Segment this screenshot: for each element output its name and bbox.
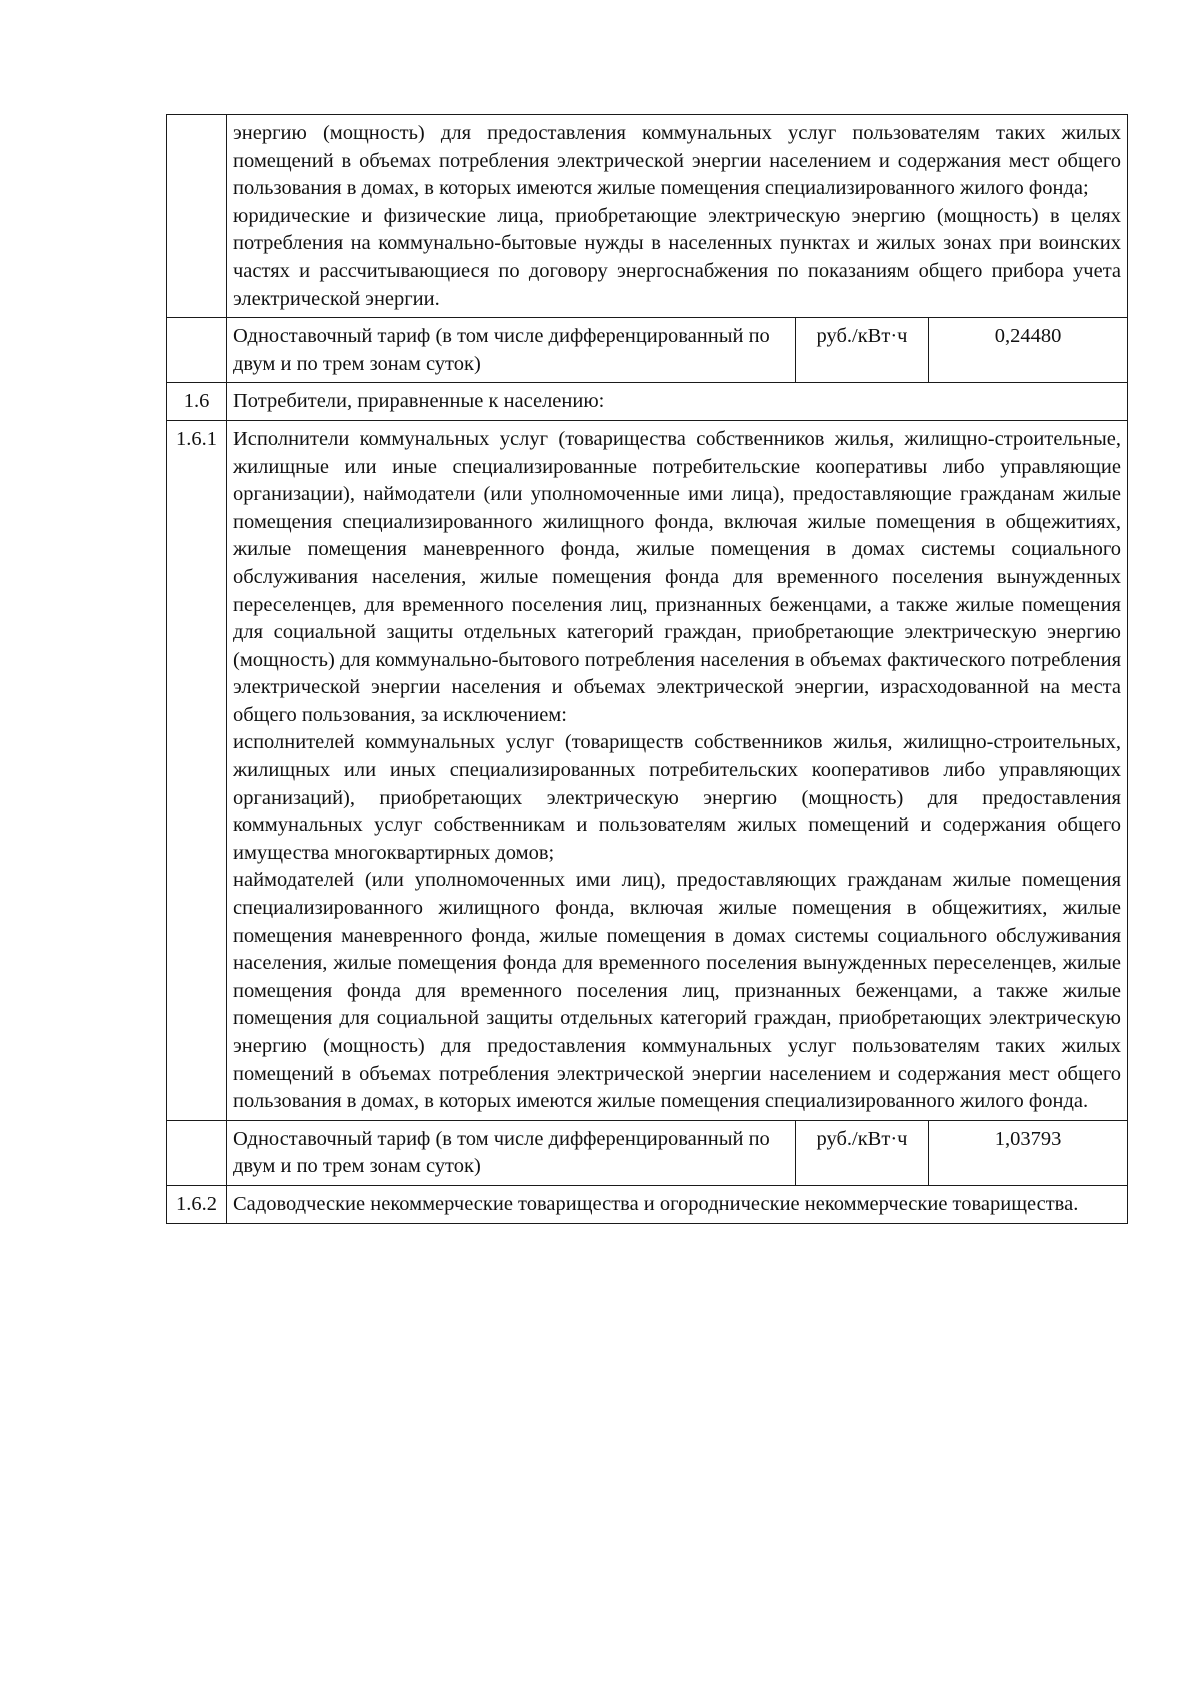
description-paragraph: исполнителей коммунальных услуг (товариществ собственников жилья, жилищно-строительных, жилищных или иных специализированных потребительских кооперативов либо управляющих организаций), приобретающих электрическую энергию (мощность) для предоставления коммунальных услуг собственникам и пользователям жилых помещений и содержания общего имущества многоквартирных домов; bbox=[233, 731, 1121, 864]
row-number: 1.6.1 bbox=[167, 420, 227, 1120]
tariff-row bbox=[167, 318, 1128, 383]
row-number: 1.6 bbox=[167, 383, 227, 421]
table-row bbox=[167, 420, 1128, 1120]
row-number-empty bbox=[167, 1120, 227, 1185]
row-description bbox=[227, 383, 1128, 421]
row-description bbox=[227, 420, 1128, 1120]
row-number: 1.6.2 bbox=[167, 1185, 227, 1223]
tariff-table bbox=[166, 114, 1128, 1224]
description-paragraph: юридические и физические лица, приобретающие электрическую энергию (мощность) в целях потребления на коммунально-бытовые нужды в населенных пунктах и жилых зонах при воинских частях и рассчитывающиеся по договору энергоснабжения по показаниям общего прибора учета электрической энергии. bbox=[233, 204, 1121, 310]
row-number bbox=[167, 115, 227, 318]
tariff-value: 1,03793 bbox=[929, 1120, 1128, 1185]
tariff-label: Одноставочный тариф (в том числе дифференцированный по двум и по трем зонам суток) bbox=[227, 1120, 796, 1185]
table-row bbox=[167, 1185, 1128, 1223]
tariff-row bbox=[167, 1120, 1128, 1185]
tariff-value: 0,24480 bbox=[929, 318, 1128, 383]
row-description bbox=[227, 115, 1128, 318]
description-paragraph: Садоводческие некоммерческие товарищества и огороднические некоммерческие товарищества. bbox=[233, 1192, 1079, 1215]
table-row bbox=[167, 115, 1128, 318]
description-paragraph: Исполнители коммунальных услуг (товарищества собственников жилья, жилищно-строительные, жилищные или иные специализированные потребительские кооперативы либо управляющие организации), наймодатели (или уполномоченные ими лица), предоставляющие гражданам жилые помещения специализированного жилищного фонда, включая жилые помещения в общежитиях, жилые помещения маневренного фонда, жилые помещения в домах системы социального обслуживания населения, жилые помещения фонда для временного поселения вынужденных переселенцев, для временного поселения лиц, признанных беженцами, а также жилые помещения для социальной защиты отдельных категорий граждан, приобретающие электрическую энергию (мощность) для коммунально-бытового потребления населения в объемах фактического потребления электрической энергии населения и объемах электрической энергии, израсходованной на места общего пользования, за исключением: bbox=[233, 427, 1121, 726]
tariff-unit: руб./кВт·ч bbox=[796, 1120, 929, 1185]
row-description bbox=[227, 1185, 1128, 1223]
description-paragraph: Потребители, приравненные к населению: bbox=[233, 390, 605, 413]
description-paragraph: наймодателей (или уполномоченных ими лиц), предоставляющих гражданам жилые помещения специализированного жилищного фонда, включая жилые помещения в общежитиях, жилые помещения маневренного фонда, жилые помещения в домах системы социального обслуживания населения, жилые помещения фонда для временного поселения вынужденных переселенцев, жилые помещения фонда для временного поселения лиц, признанных беженцами, а также жилые помещения для социальной защиты отдельных категорий граждан, приобретающих электрическую энергию (мощность) для предоставления коммунальных услуг пользователям таких жилых помещений в объемах потребления электрической энергии населением и содержания мест общего пользования в домах, в которых имеются жилые помещения специализированного жилого фонда. bbox=[233, 869, 1121, 1113]
tariff-label: Одноставочный тариф (в том числе дифференцированный по двум и по трем зонам суток) bbox=[227, 318, 796, 383]
table-row bbox=[167, 383, 1128, 421]
description-paragraph: энергию (мощность) для предоставления коммунальных услуг пользователям таких жилых помещений в объемах потребления электрической энергии населением и содержания мест общего пользования в домах, в которых имеются жилые помещения специализированного жилого фонда; bbox=[233, 122, 1121, 200]
row-number-empty bbox=[167, 318, 227, 383]
tariff-unit: руб./кВт·ч bbox=[796, 318, 929, 383]
